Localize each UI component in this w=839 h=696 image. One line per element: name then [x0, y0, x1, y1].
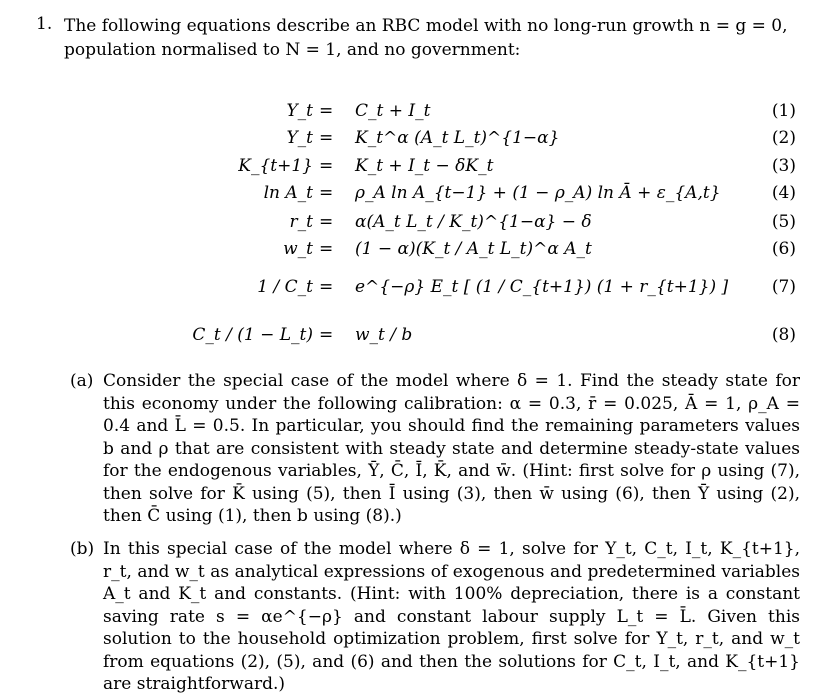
equation-row — [0, 96, 839, 126]
part-label: (a) — [70, 371, 94, 391]
equation-lhs: 1 / C_t — [257, 277, 313, 297]
equals-sign: = — [319, 212, 334, 232]
equation-number: (2) — [771, 128, 796, 148]
equals-sign: = — [319, 156, 334, 176]
equals-sign: = — [319, 239, 334, 259]
part-label: (b) — [70, 539, 95, 559]
equation-number: (8) — [771, 325, 796, 345]
equals-sign: = — [319, 128, 334, 148]
part-text: Consider the special case of the model where δ = 1. Find the steady state for this economy under the following calibration: α = 0.3, r̄ = 0.025, Ā = 1, ρ_A = 0.4 and L̄ = 0.5. In particular, you should find the remaining parameters values b and ρ that are consistent with steady state and determine steady-state values for the endogenous variables, Ȳ, C̄, Ī, K̄, and w̄. (Hint: first solve for ρ using (7), then solve for K̄ using (5), then Ī using (3), then w̄ using (6), then Ȳ using (2), then C̄ using (1), then b using (8).) — [103, 371, 800, 526]
equation-number: (3) — [771, 156, 796, 176]
equation-lhs: Y_t — [286, 101, 313, 121]
equation-rhs: K_t^α (A_t L_t)^{1−α} — [355, 128, 560, 148]
equation-rhs: ρ_A ln A_{t−1} + (1 − ρ_A) ln Ā + ε_{A,t} — [355, 183, 721, 203]
equation-row — [0, 234, 839, 264]
equation-number: (6) — [771, 239, 796, 259]
equation-rhs: C_t + I_t — [355, 101, 431, 121]
equals-sign: = — [319, 183, 334, 203]
equation-lhs: ln A_t — [263, 183, 313, 203]
equation-rhs: e^{−ρ} E_t [ (1 / C_{t+1}) (1 + r_{t+1}) ] — [355, 277, 729, 297]
equation-row — [0, 320, 839, 350]
part-text: In this special case of the model where δ = 1, solve for Y_t, C_t, I_t, K_{t+1}, r_t, and w_t as analytical expressions of exogenous and predetermined variables A_t and K_t and constants. (Hint: with 100% depreciation, there is a constant saving rate s = αe^{−ρ} and constant labour supply L_t = L̄. Given this solution to the household optimization problem, first solve for Y_t, r_t, and w_t from equations (2), (5), and (6) and then the solutions for C_t, I_t, and K_{t+1} are straightforward.) — [103, 539, 800, 694]
equation-lhs: r_t — [289, 212, 313, 232]
equation-rhs: K_t + I_t − δK_t — [355, 156, 494, 176]
equation-rhs: (1 − α)(K_t / A_t L_t)^α A_t — [355, 239, 592, 259]
equation-rhs: w_t / b — [355, 325, 413, 345]
equation-row — [0, 207, 839, 237]
equation-number: (4) — [771, 183, 796, 203]
equation-row — [0, 178, 839, 208]
equals-sign: = — [319, 101, 334, 121]
question-intro-text: The following equations describe an RBC model with no long-run growth n = g = 0, population normalised to N = 1, and no government: — [64, 16, 788, 60]
equation-lhs: w_t — [283, 239, 313, 259]
equation-number: (1) — [771, 101, 796, 121]
equation-row — [0, 123, 839, 153]
equals-sign: = — [319, 325, 334, 345]
equation-lhs: Y_t — [286, 128, 313, 148]
question-intro — [64, 14, 804, 62]
question-number: 1. — [36, 14, 53, 34]
equation-lhs: C_t / (1 − L_t) — [192, 325, 313, 345]
equation-rhs: α(A_t L_t / K_t)^{1−α} − δ — [355, 212, 592, 232]
equation-lhs: K_{t+1} — [238, 156, 313, 176]
equation-row — [0, 272, 839, 302]
equation-row — [0, 151, 839, 181]
equation-number: (5) — [771, 212, 796, 232]
equation-number: (7) — [771, 277, 796, 297]
equals-sign: = — [319, 277, 334, 297]
